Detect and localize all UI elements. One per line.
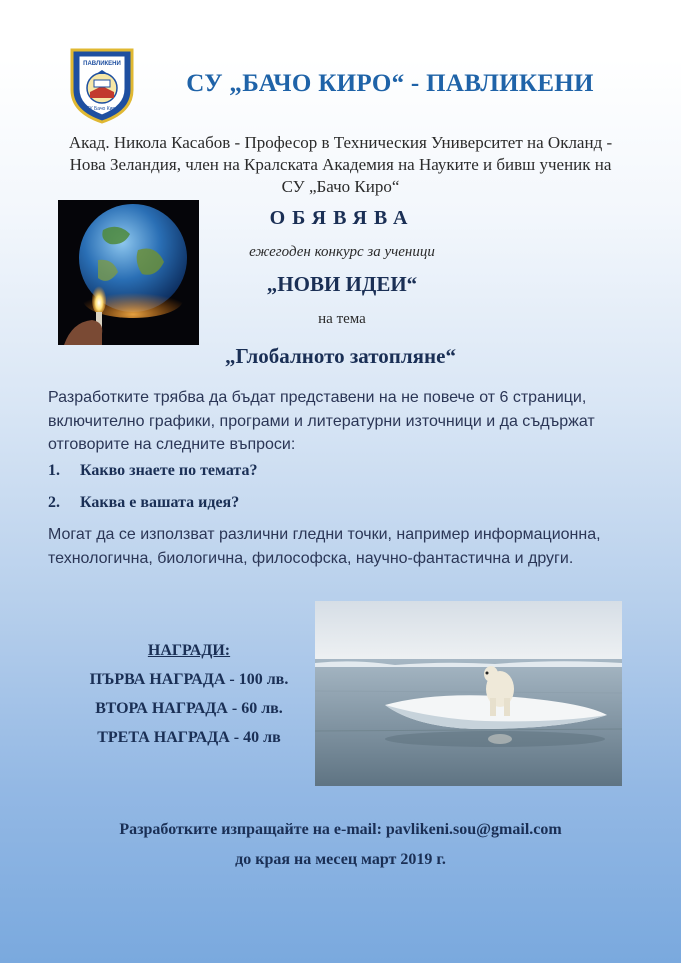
announces-heading: ОБЯВЯВА bbox=[269, 207, 415, 229]
prizes-section bbox=[50, 636, 328, 752]
question-1-number: 1. bbox=[48, 462, 60, 479]
intro-line-2: Нова Зеландия, член на Кралската Академия на Науките и бивш ученик на bbox=[69, 155, 612, 174]
requirements-line-3: отговорите на следните въпроси: bbox=[48, 436, 296, 453]
school-crest-logo bbox=[68, 44, 136, 124]
contest-name: „НОВИ ИДЕИ“ bbox=[266, 272, 418, 296]
prizes-title: НАГРАДИ: bbox=[147, 642, 231, 659]
school-name-title: СУ „БАЧО КИРО“ - ПАВЛИКЕНИ bbox=[186, 70, 594, 97]
perspectives-line-2: технологична, биологична, философска, научно-фантастична и други. bbox=[48, 549, 574, 567]
svg-text:ПАВЛИКЕНИ: ПАВЛИКЕНИ bbox=[83, 61, 121, 67]
annual-contest-text: ежегоден конкурс за ученици bbox=[249, 244, 435, 260]
question-2 bbox=[48, 494, 648, 512]
third-prize: ТРЕТА НАГРАДА - 40 лв bbox=[97, 729, 281, 746]
first-prize: ПЪРВА НАГРАДА - 100 лв. bbox=[89, 671, 289, 688]
polar-bear-ice-image bbox=[315, 601, 622, 786]
perspectives-line-1: Могат да се използват различни гледни точки, например информационна, bbox=[48, 526, 601, 543]
question-1 bbox=[48, 462, 648, 480]
perspectives-paragraph bbox=[48, 523, 648, 570]
second-prize: ВТОРА НАГРАДА - 60 лв. bbox=[95, 700, 283, 717]
submission-email-text: Разработките изпращайте на e-mail: pavlikeni.sou@gmail.com bbox=[119, 821, 562, 838]
requirements-line-2: включително графики, програми и литературни източници и да съдържат bbox=[48, 412, 595, 430]
submission-deadline-text: до края на месец март 2019 г. bbox=[235, 851, 446, 868]
question-2-number: 2. bbox=[48, 494, 60, 511]
requirements-line-1: Разработките трябва да бъдат представени на не повече от 6 страници, bbox=[48, 389, 587, 406]
question-2-text: Каква е вашата идея? bbox=[80, 494, 240, 511]
topic-title: „Глобалното затопляне“ bbox=[225, 344, 456, 368]
svg-text:СУ Бачо Киро: СУ Бачо Киро bbox=[85, 106, 119, 112]
on-topic-text: на тема bbox=[318, 311, 366, 327]
earth-candle-image bbox=[58, 200, 199, 345]
intro-text bbox=[40, 132, 641, 198]
intro-line-3: СУ „Бачо Киро“ bbox=[281, 177, 400, 196]
intro-line-1: Акад. Никола Касабов - Професор в Техническия Университет на Окланд - bbox=[68, 133, 613, 152]
requirements-paragraph bbox=[48, 386, 648, 457]
question-1-text: Какво знаете по темата? bbox=[80, 462, 258, 479]
